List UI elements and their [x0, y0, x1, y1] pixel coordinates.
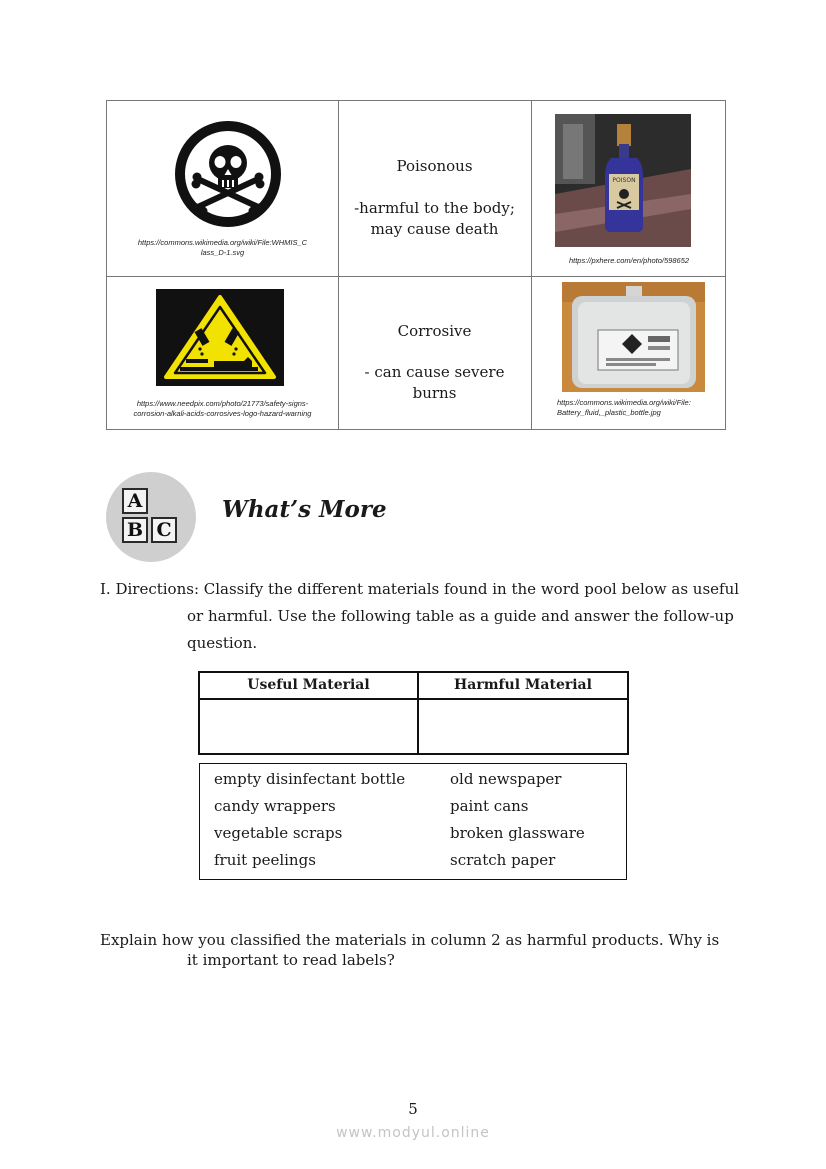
hazard-name: Poisonous — [396, 157, 473, 175]
word-pool-item: candy wrappers — [214, 797, 336, 815]
source-line: Battery_fluid,_plastic_bottle.jpg — [557, 408, 661, 417]
letter-block: B — [122, 517, 148, 543]
skull-crossbones-icon — [174, 120, 282, 228]
corrosive-warning-icon — [156, 289, 284, 386]
hazard-name: Corrosive — [397, 322, 472, 340]
word-pool-item: empty disinfectant bottle — [214, 770, 406, 788]
word-pool-item: vegetable scraps — [214, 824, 343, 842]
follow-up-question: it important to read labels? — [187, 951, 395, 969]
hazard-description: -harmful to the body; — [354, 199, 515, 217]
section-title: What’s More — [222, 496, 387, 523]
source-line: corrosion-alkali-acids-corrosives-logo-hazard-warning — [133, 409, 312, 418]
poison-photo-cell — [531, 101, 727, 276]
corrosive-description-cell — [338, 276, 531, 431]
hazard-row-poisonous — [107, 101, 725, 276]
hazard-description: burns — [412, 384, 457, 402]
source-line: https://www.needpix.com/photo/21773/safety-signs- — [136, 399, 309, 408]
word-pool — [199, 763, 627, 880]
bottle-label-text: POISON — [612, 177, 636, 184]
watermark: www.modyul.online — [336, 1125, 490, 1141]
harmful-material-answer-cell[interactable] — [419, 700, 627, 753]
harmful-material-header: Harmful Material — [454, 677, 592, 693]
poison-bottle-photo — [555, 114, 691, 247]
corrosive-photo-cell — [531, 276, 727, 431]
poison-photo-source: https://pxhere.com/en/photo/598652 — [568, 256, 690, 265]
hazard-symbols-table — [106, 100, 726, 430]
hazard-description: - can cause severe — [364, 363, 505, 381]
word-pool-item: scratch paper — [450, 851, 556, 869]
directions-line: or harmful. Use the following table as a guide and answer the follow-up — [187, 607, 734, 625]
poison-symbol-cell — [107, 101, 338, 276]
source-line: https://commons.wikimedia.org/wiki/File:WHMIS_C — [137, 238, 308, 247]
useful-material-answer-cell[interactable] — [200, 700, 417, 753]
hazard-row-corrosive — [107, 276, 725, 431]
word-pool-item: fruit peelings — [214, 851, 316, 869]
word-pool-item: old newspaper — [450, 770, 562, 788]
abc-blocks-icon — [106, 472, 196, 562]
follow-up-question: Explain how you classified the materials in column 2 as harmful products. Why is — [100, 931, 720, 949]
directions-line: I. Directions: Classify the different materials found in the word pool below as useful — [100, 580, 740, 598]
letter-block: C — [151, 517, 177, 543]
corrosive-symbol-source — [111, 399, 334, 419]
directions-line: question. — [187, 634, 258, 652]
source-line: lass_D-1.svg — [200, 248, 245, 257]
corrosive-photo-source — [557, 398, 725, 418]
page-number: 5 — [408, 1100, 418, 1118]
poison-description-cell — [338, 101, 531, 276]
hazard-description: may cause death — [370, 220, 499, 238]
classification-table — [198, 671, 629, 755]
word-pool-item: paint cans — [450, 797, 529, 815]
useful-material-header: Useful Material — [247, 677, 370, 693]
poison-symbol-source — [111, 238, 334, 258]
battery-fluid-bottle-photo — [562, 282, 705, 392]
source-line: https://commons.wikimedia.org/wiki/File: — [557, 398, 691, 407]
corrosive-symbol-cell — [107, 276, 338, 431]
letter-block: A — [122, 488, 148, 514]
word-pool-item: broken glassware — [450, 824, 585, 842]
